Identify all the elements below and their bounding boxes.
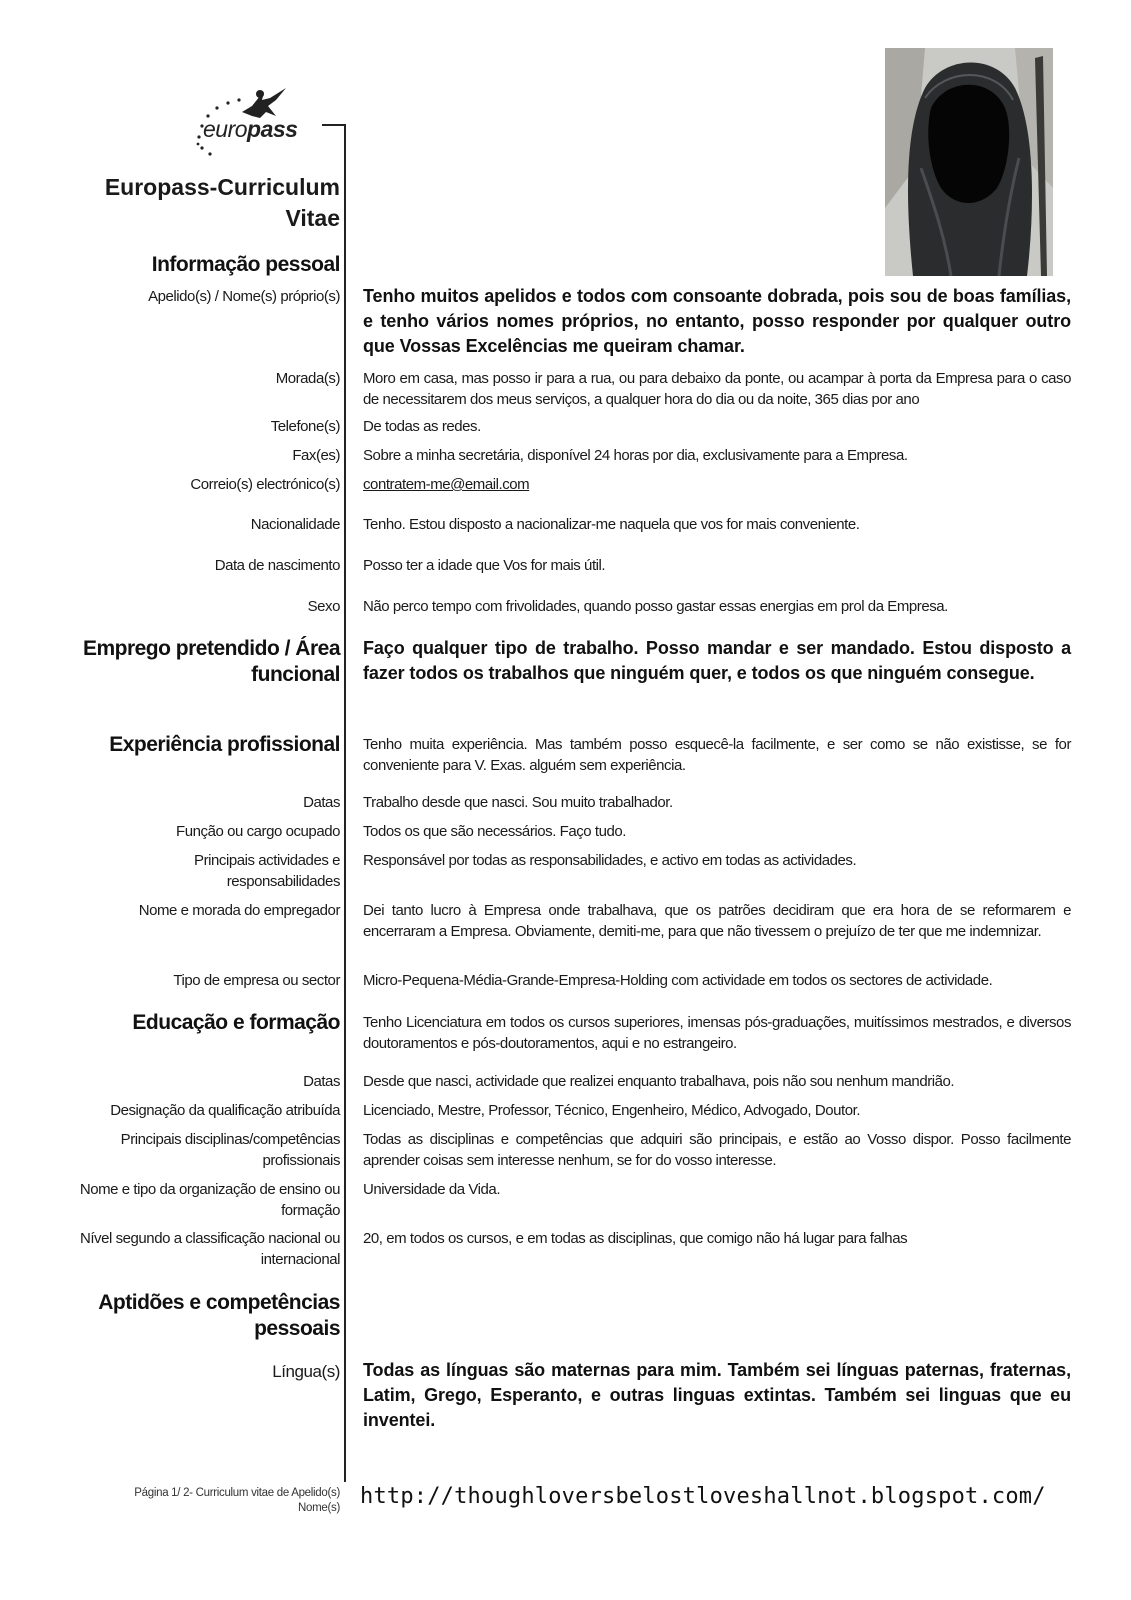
email-label: Correio(s) electrónico(s): [190, 476, 340, 493]
language-label: Língua(s): [272, 1362, 340, 1381]
sex-label: Sexo: [307, 598, 340, 615]
section-education: Educação e formação: [132, 1011, 340, 1034]
exp-activities-value: Responsável por todas as responsabilidades, e activo em todas as actividades.: [363, 852, 857, 869]
hooded-figure-photo: [885, 48, 1053, 276]
email-link[interactable]: contratem-me@email.com: [363, 476, 530, 493]
phone-label: Telefone(s): [270, 418, 340, 435]
page-title: Europass-Curriculum Vitae: [104, 174, 340, 231]
edu-subjects-value: Todas as disciplinas e competências que adquiri são principais, e estão ao Vosso dispor. Posso facilmente aprender coisas sem interesse nenhum, se for do vosso interesse.: [363, 1131, 1071, 1169]
section-skills: Aptidões e competências pessoais: [98, 1291, 340, 1340]
edu-qualification-value: Licenciado, Mestre, Professor, Técnico, Engenheiro, Médico, Advogado, Doutor.: [363, 1102, 861, 1119]
language-value: Todas as línguas são maternas para mim. Também sei línguas paternas, fraternas, Latim, Grego, Esperanto, e outras linguas extintas. Também sei linguas que eu inventei.: [363, 1360, 1071, 1430]
edu-level-label: Nível segundo a classificação nacional ou internacional: [79, 1230, 340, 1268]
edu-dates-label: Datas: [303, 1073, 340, 1090]
exp-dates-label: Datas: [303, 794, 340, 811]
nationality-label: Nacionalidade: [250, 516, 340, 533]
edu-organisation-value: Universidade da Vida.: [363, 1181, 501, 1198]
footer-page-info: Página 1/ 2- Curriculum vitae de Apelido(s) Nome(s): [134, 1487, 340, 1514]
exp-employer-value: Dei tanto lucro à Empresa onde trabalhava, que os patrões decidiram que era hora de se reformarem e encerraram a Empresa. Obviamente, demiti-me, para que não tivessem o prejuízo de ter que me indemnizar.: [363, 902, 1071, 940]
exp-employer-label: Nome e morada do empregador: [138, 902, 340, 919]
exp-role-label: Função ou cargo ocupado: [176, 823, 340, 840]
birth-value: Posso ter a idade que Vos for mais útil.: [363, 557, 606, 574]
section-desired: Emprego pretendido / Área funcional: [82, 637, 340, 686]
experience-intro: Tenho muita experiência. Mas também posso esquecê-la facilmente, e ser como se não existisse, se for conveniente para V. Exas. alguém sem experiência.: [363, 736, 1071, 774]
column-divider: [344, 124, 346, 1482]
section-experience: Experiência profissional: [109, 733, 340, 756]
phone-value: De todas as redes.: [363, 418, 481, 435]
footer-url[interactable]: http://thoughloversbelostloveshallnot.blogspot.com/: [360, 1484, 1046, 1509]
europass-logo: europass: [203, 116, 298, 142]
exp-role-value: Todos os que são necessários. Faço tudo.: [363, 823, 627, 840]
edu-level-value: 20, em todos os cursos, e em todas as disciplinas, que comigo não há lugar para falhas: [363, 1230, 908, 1247]
exp-dates-value: Trabalho desde que nasci. Sou muito trabalhador.: [363, 794, 673, 811]
edu-subjects-label: Principais disciplinas/competências profissionais: [120, 1131, 340, 1169]
column-divider-tick: [322, 124, 344, 126]
edu-dates-value: Desde que nasci, actividade que realizei enquanto trabalhava, pois não sou nenhum mandrião.: [363, 1073, 955, 1090]
fax-label: Fax(es): [292, 447, 340, 464]
exp-activities-label: Principais actividades e responsabilidades: [194, 852, 340, 890]
address-label: Morada(s): [275, 370, 340, 387]
education-intro: Tenho Licenciatura em todos os cursos superiores, imensas pós-graduações, muitíssimos mestrados, e diversos doutoramentos e pós-doutoramentos, aqui e no estrangeiro.: [363, 1014, 1071, 1052]
exp-sector-value: Micro-Pequena-Média-Grande-Empresa-Holding com actividade em todos os sectores de actividade.: [363, 972, 993, 989]
desired-value: Faço qualquer tipo de trabalho. Posso mandar e ser mandado. Estou disposto a fazer todos os trabalhos que ninguém quer, e todos os que ninguém consegue.: [363, 638, 1071, 683]
exp-sector-label: Tipo de empresa ou sector: [173, 972, 340, 989]
address-value: Moro em casa, mas posso ir para a rua, ou para debaixo da ponte, ou acampar à porta da Empresa para o caso de necessitarem dos meus serviços, a qualquer hora do dia ou da noite, 365 dias por ano: [363, 370, 1071, 408]
birth-label: Data de nascimento: [214, 557, 340, 574]
nationality-value: Tenho. Estou disposto a nacionalizar-me naquela que vos for mais conveniente.: [363, 516, 860, 533]
edu-organisation-label: Nome e tipo da organização de ensino ou formação: [79, 1181, 340, 1219]
name-label: Apelido(s) / Nome(s) próprio(s): [148, 288, 340, 305]
section-personal: Informação pessoal: [151, 253, 340, 276]
fax-value: Sobre a minha secretária, disponível 24 horas por dia, exclusivamente para a Empresa.: [363, 447, 908, 464]
name-value: Tenho muitos apelidos e todos com consoante dobrada, pois sou de boas famílias, e tenho vários nomes próprios, no entanto, posso responder por qualquer outro que Vossas Excelências me queiram chamar.: [363, 286, 1071, 356]
edu-qualification-label: Designação da qualificação atribuída: [110, 1102, 340, 1119]
sex-value: Não perco tempo com frivolidades, quando posso gastar essas energias em prol da Empresa.: [363, 598, 948, 615]
